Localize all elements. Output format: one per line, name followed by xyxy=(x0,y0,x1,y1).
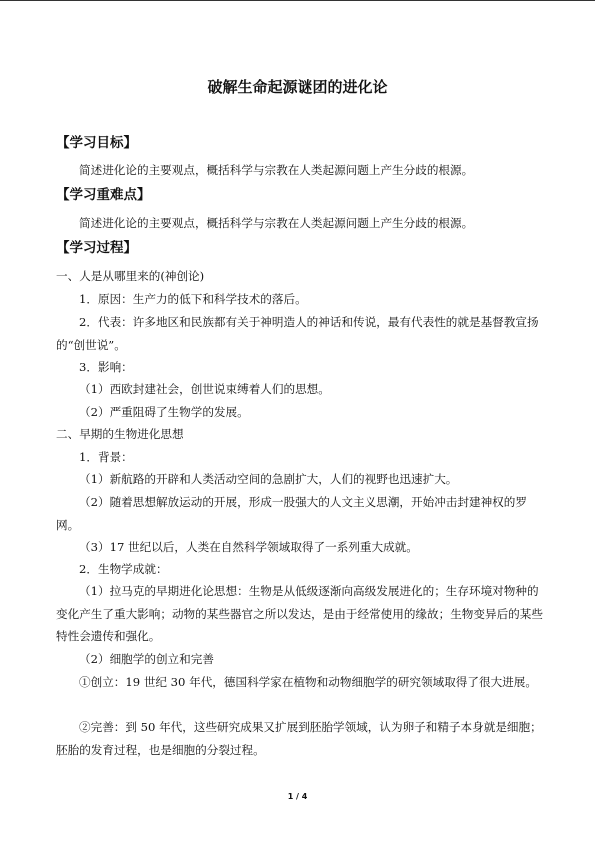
heading-learning-goal: 【学习目标】 xyxy=(56,135,137,151)
paragraph: （2）细胞学的创立和完善 xyxy=(79,652,214,666)
paragraph: 1．原因：生产力的低下和科学技术的落后。 xyxy=(79,292,307,306)
paragraph: ①创立：19 世纪 30 年代，德国科学家在植物和动物细胞学的研究领域取得了很大进展。 xyxy=(79,675,537,689)
section-1-heading: 一、人是从哪里来的(神创论) xyxy=(56,269,205,283)
paragraph: （1）拉马克的早期进化论思想：生物是从低级逐渐向高级发展进化的；生存环境对物种的变化产生了重大影响；动物的某些器官之所以发达，是由于经常使用的缘故；生物变异后的某些特性会遗传和强化。 xyxy=(56,584,543,643)
paragraph: （2）随着思想解放运动的开展，形成一股强大的人文主义思潮，开始冲击封建神权的罗网。 xyxy=(56,495,527,532)
paragraph: 3．影响： xyxy=(79,360,133,374)
section-2-heading: 二、早期的生物进化思想 xyxy=(56,427,184,441)
paragraph: ②完善：到 50 年代，这些研究成果又扩展到胚胎学领域，认为卵子和精子本身就是细胞；胚胎的发育过程，也是细胞的分裂过程。 xyxy=(56,720,542,757)
paragraph: 2．代表：许多地区和民族都有关于神明造人的神话和传说，最有代表性的就是基督教宣扬的“创世说”。 xyxy=(56,315,539,352)
page-number: 1 / 4 xyxy=(287,792,308,801)
key-points-text: 简述进化论的主要观点，概括科学与宗教在人类起源问题上产生分歧的根源。 xyxy=(79,216,474,230)
paragraph: （2）严重阻碍了生物学的发展。 xyxy=(79,405,249,419)
paragraph: 1．背景： xyxy=(79,450,133,464)
heading-key-points: 【学习重难点】 xyxy=(56,187,151,203)
paragraph: （1）西欧封建社会，创世说束缚着人们的思想。 xyxy=(79,382,330,396)
paragraph: 2．生物学成就： xyxy=(79,562,168,576)
heading-learning-process: 【学习过程】 xyxy=(56,240,137,256)
top-border xyxy=(0,0,595,1)
paragraph: （1）新航路的开辟和人类活动空间的急剧扩大，人们的视野也迅速扩大。 xyxy=(79,472,458,486)
document-title: 破解生命起源谜团的进化论 xyxy=(207,78,388,96)
paragraph: （3）17 世纪以后，人类在自然科学领域取得了一系列重大成就。 xyxy=(79,540,418,554)
goal-text: 简述进化论的主要观点，概括科学与宗教在人类起源问题上产生分歧的根源。 xyxy=(79,163,474,177)
